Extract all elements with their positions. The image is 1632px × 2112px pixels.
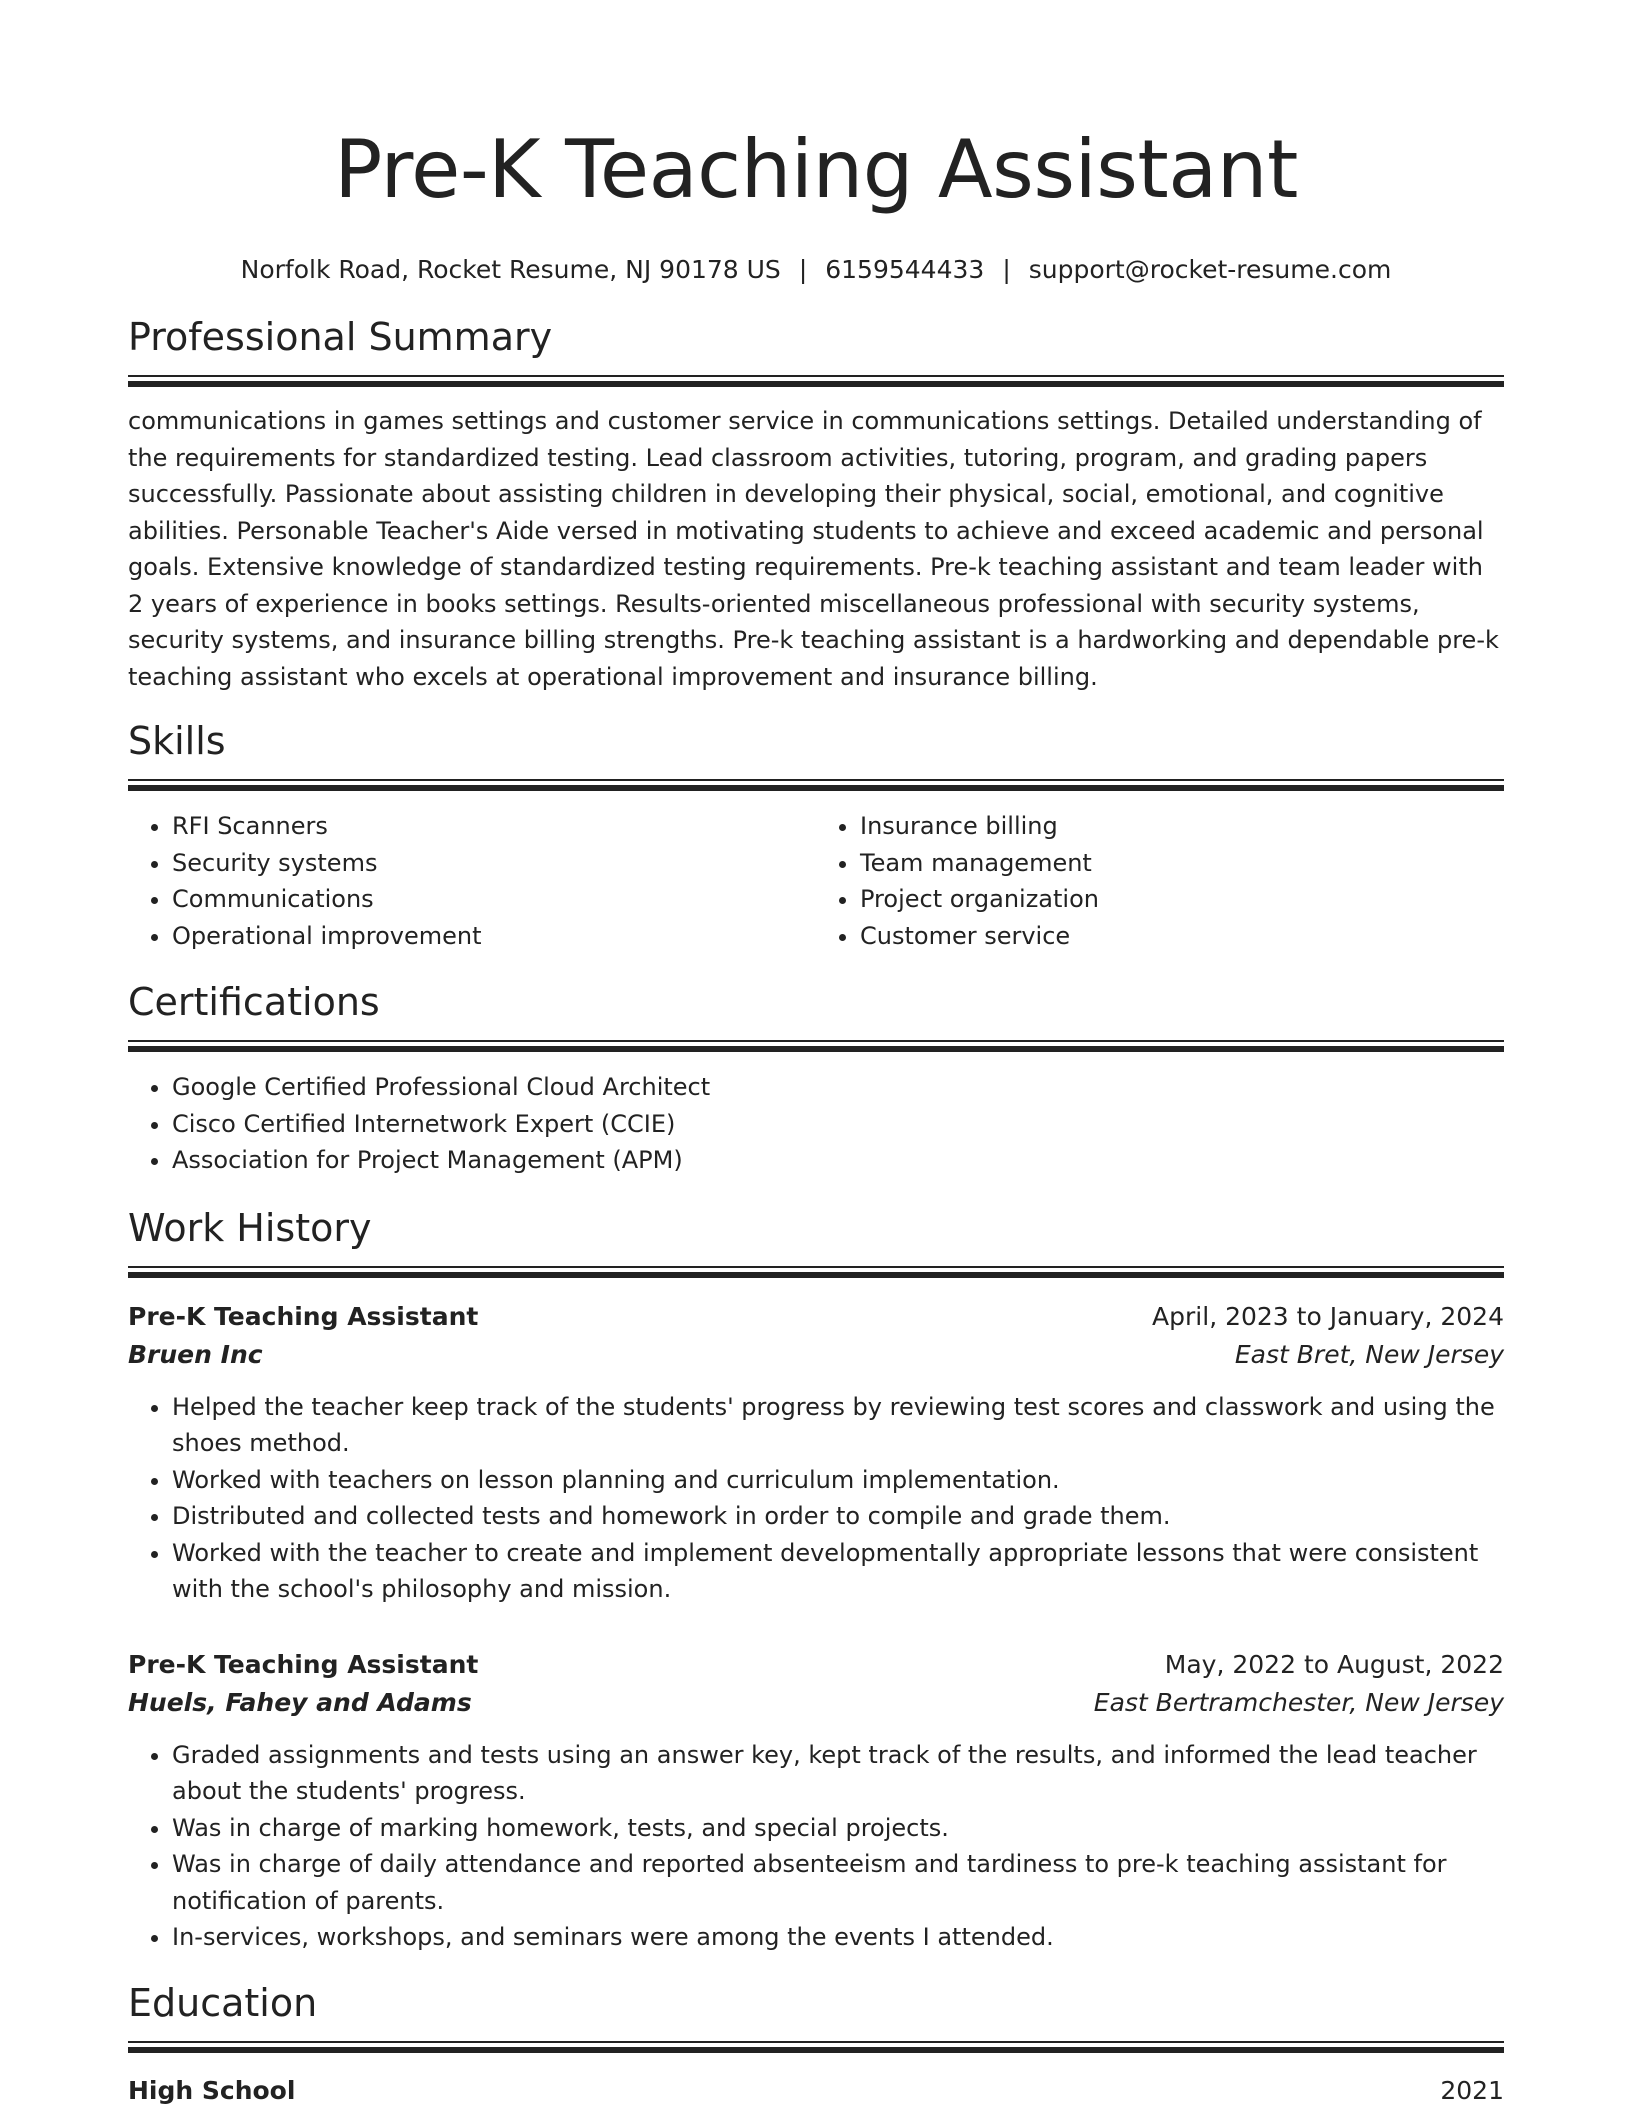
- job-entry: [128, 1646, 1504, 1956]
- skill-item: • Team management: [860, 845, 1504, 882]
- contact-separator: |: [798, 255, 808, 284]
- summary-text: communications in games settings and customer service in communications settings. Detailed understanding of the requirements for standardized testing. Lead classroom activities, tutoring, program, and grading papers successfully. Passionate about assisting children in developing their physical, social, emotional, and cognitive abilities. Personable Teacher's Aide versed in motivating students to achieve and exceed academic and personal goals. Extensive knowledge of standardized testing requirements. Pre-k teaching assistant and team leader with 2 years of experience in books settings. Results-oriented miscellaneous professional with security systems, security systems, and insurance billing strengths. Pre-k teaching assistant is a hardworking and dependable pre-k teaching assistant who excels at operational improvement and insurance billing.: [128, 407, 1499, 691]
- job-title: Pre-K Teaching Assistant: [128, 1649, 479, 1679]
- certification-item: • Cisco Certified Internetwork Expert (CCIE): [172, 1106, 1504, 1143]
- education-entry: [128, 2073, 1504, 2109]
- skill-item: • Security systems: [172, 845, 816, 882]
- contact-address: Norfolk Road, Rocket Resume, NJ 90178 US: [240, 255, 781, 284]
- section-divider: [128, 1040, 1504, 1052]
- skills-column-left: [128, 808, 816, 954]
- contact-separator: |: [1002, 255, 1011, 284]
- skills-heading: Skills: [128, 719, 226, 763]
- skill-item: • RFI Scanners: [172, 808, 816, 845]
- section-divider: [128, 779, 1504, 791]
- certifications-list: [128, 1069, 1504, 1179]
- education-heading: Education: [128, 1980, 318, 2025]
- education-degree: High School: [128, 2075, 296, 2105]
- job-location: East Bret, New Jersey: [1234, 1339, 1504, 1369]
- job-duty: • Graded assignments and tests using an answer key, kept track of the results, and informed the lead teacher about the students' progress.: [172, 1737, 1504, 1810]
- skill-item: • Customer service: [860, 918, 1504, 955]
- section-divider: [128, 375, 1504, 387]
- job-company: Huels, Fahey and Adams: [128, 1687, 472, 1717]
- job-title: Pre-K Teaching Assistant: [128, 1301, 479, 1331]
- resume-title: Pre-K Teaching Assistant: [334, 123, 1298, 216]
- job-dates: May, 2022 to August, 2022: [1164, 1649, 1504, 1679]
- certification-item: • Association for Project Management (APM): [172, 1142, 1504, 1179]
- summary-heading: Professional Summary: [128, 315, 553, 359]
- certifications-section: [128, 978, 1504, 1179]
- skill-item: • Operational improvement: [172, 918, 816, 955]
- education-year: 2021: [1440, 2075, 1504, 2105]
- contact-phone: 6159544433: [825, 255, 985, 284]
- job-duties: [128, 1737, 1504, 1956]
- certification-item: • Google Certified Professional Cloud Architect: [172, 1069, 1504, 1106]
- job-duties: [128, 1389, 1504, 1608]
- job-entry: [128, 1298, 1504, 1608]
- contact-email: support@rocket-resume.com: [1028, 255, 1392, 284]
- job-dates: April, 2023 to January, 2024: [1152, 1301, 1504, 1331]
- contact-line: [128, 254, 1504, 286]
- job-duty: • Worked with the teacher to create and implement developmentally appropriate lessons that were consistent with the school's philosophy and mission.: [172, 1535, 1504, 1608]
- section-divider: [128, 2041, 1504, 2053]
- job-duty: • Was in charge of marking homework, tests, and special projects.: [172, 1810, 1504, 1847]
- job-duty: • Was in charge of daily attendance and reported absenteeism and tardiness to pre-k teaching assistant for notification of parents.: [172, 1846, 1504, 1919]
- skill-item: • Insurance billing: [860, 808, 1504, 845]
- education-section: [128, 1979, 1504, 2109]
- skills-section: [128, 717, 1504, 954]
- work-history-section: [128, 1204, 1504, 1956]
- job-location: East Bertramchester, New Jersey: [1093, 1687, 1504, 1717]
- certifications-heading: Certifications: [128, 980, 380, 1024]
- job-company: Bruen Inc: [128, 1339, 263, 1369]
- section-divider: [128, 1266, 1504, 1278]
- job-duty: • In-services, workshops, and seminars were among the events I attended.: [172, 1919, 1504, 1956]
- skills-column-right: [816, 808, 1504, 954]
- job-duty: • Distributed and collected tests and homework in order to compile and grade them.: [172, 1498, 1504, 1535]
- skill-item: • Communications: [172, 881, 816, 918]
- work-history-heading: Work History: [128, 1205, 372, 1250]
- job-duty: • Helped the teacher keep track of the students' progress by reviewing test scores and classwork and using the shoes method.: [172, 1389, 1504, 1462]
- job-duty: • Worked with teachers on lesson planning and curriculum implementation.: [172, 1462, 1504, 1499]
- skill-item: • Project organization: [860, 881, 1504, 918]
- summary-section: [128, 313, 1504, 695]
- skills-columns: [128, 808, 1504, 954]
